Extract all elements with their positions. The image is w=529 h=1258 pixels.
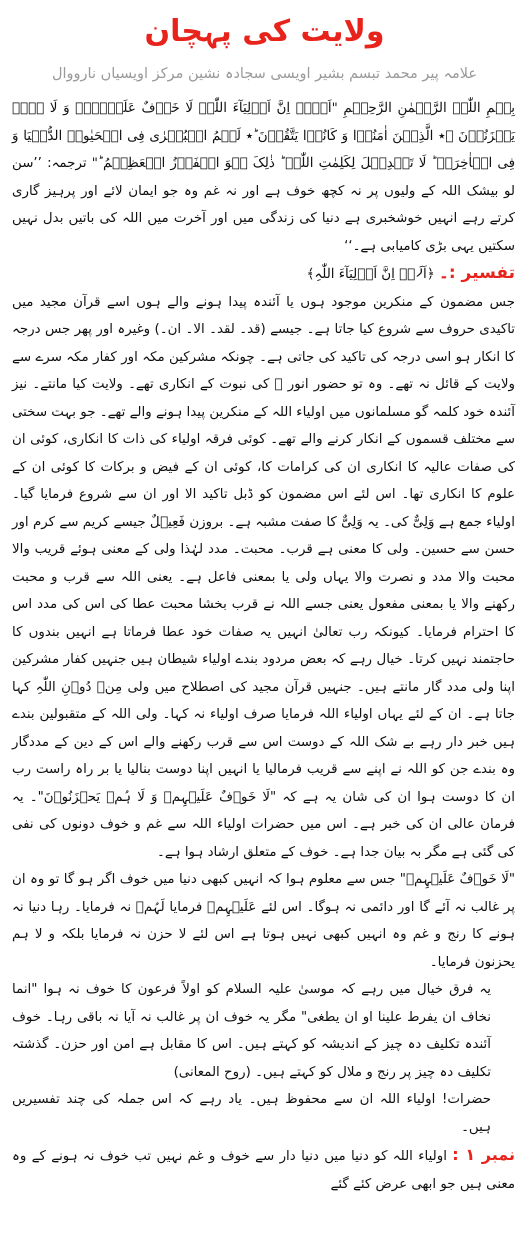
tafseer-quote: ﴿اَلَاۤ اِنَّ اَوۡلِیَآءَ اللّٰہِ﴾: [306, 267, 435, 282]
article-title: ولایت کی پہچان: [144, 14, 385, 49]
paragraph-explanation: جس مضمون کے منکرین موجود ہوں یا آئندہ پیدا ہونے والے ہوں اسے قرآن مجید میں تاکیدی حروف سے شروع کیا جاتا ہے۔ جیسے (قد۔ لقد۔ الا۔ ان۔) وغیرہ اور پھر جس درجہ کا انکار ہو اسی درجہ کی تاکید کی جاتی ہے۔ چونکہ مشرکین مکہ اور کفار مکہ سرے سے ولایت کے قائل نہ تھے۔ وہ تو حضور انور ﷺ کی نبوت کے انکاری تھے۔ ولایت کیا مانتے۔ نیز آئندہ خود کلمہ گو مسلمانوں میں اولیاء اللہ کے منکرین پیدا ہونے والے تھے۔ جو بہت سختی سے مختلف قسموں کے انکار کرنے والے تھے۔ کوئی فرقہ اولیاء کی ذات کا انکاری، کوئی ان کی صفات عالیہ کا انکاری ان کی کرامات کا، کوئی ان کے فیض و برکات کا کوئی ان کے علوم کا انکاری تھا۔ اس لئے اس مضمون کو ڈبل تاکید الا اور ان سے شروع فرمایا گیا۔ اولیاء جمع ہے وَلِیٌّ کی۔ یہ وَلِیٌّ کا صفت مشبہ ہے۔ بروزن فَعِیۡلٌ جیسے کریم سے کرم اور حسن سے حسین۔ ولی کا معنی ہے قرب۔ محبت۔ مدد لہٰذا ولی کے معنی ہوئے قریب والا محبت والا مدد و نصرت والا یہاں ولی یا بمعنی فاعل ہے۔ یعنی اللہ سے قرب و محبت رکھنے والا یا بمعنی مفعول یعنی جسے اللہ نے قرب بخشا محبت عطا کی اس کی مدد اس کا احترام فرمایا۔ کیونکہ رب تعالیٰ انہیں یہ صفات خود عطا فرماتا ہے انہیں بندوں کا حاجتمند نہیں کرتا۔ خیال رہے کہ بعض مردود بندے اولیاء شیطان ہیں جنہیں کفار مشرکین اپنا ولی مدد گار مانتے ہیں۔ جنہیں قرآن مجید کی اصطلاح میں ولی مِنۡ دُوۡنِ اللّٰہِ کہا جاتا ہے۔ ان کے لئے یہاں اولیاء اللہ فرمایا صرف اولیاء نہ کہا۔ ولی اللہ کے متقبولین بندے ہیں خبر دار رہے بے شک اللہ کے دوست اس سے قرب رکھنے والے اس کے دین کے مددگار وہ بندے جن کو اللہ نے اپنے سے قریب فرمالیا یا انہیں اپنا دوست بنالیا یا بر راہ راست رب ان کا دوست ہوا ان کی شان یہ ہے کہ "لَا خَوۡفٌ عَلَیۡہِمۡ وَ لَا ہُمۡ یَحۡزَنُوۡنَ"۔ یہ فرمان عالی ان کی خبر ہے۔ اس میں حضرات اولیاء اللہ سے غم و خوف دونوں کی نفی کی گئی ہے مگر بہ بیان جدا ہے۔ خوف کے متعلق ارشاد ہوا ہے۔: [11, 294, 515, 860]
author-line: علامہ پیر محمد تبسم بشیر اویسی سجادہ نشین مرکز اویسیاں نارووال: [51, 66, 478, 82]
paragraph-no-fear: "لَا خَوۡفٌ عَلَیۡہِمۡ" جس سے معلوم ہوا کہ انہیں کبھی دنیا میں خوف اگر ہو گا تو وہ ان پر غالب نہ آئے گا اور دائمی نہ ہوگا۔ اس لئے عَلَیۡہِمۡ فرمایا لَہُمۡ نہ فرمایا۔ رہا دنیا نہ ہونے کا رنج و غم وہ انہیں کبھی نہیں ہوتا ہے اس لئے لا حزن نہ فرمایا بلکہ و لا ہم یحزنون فرمایا۔: [12, 872, 515, 970]
numbered-label: نمبر ۱ :: [452, 1145, 515, 1164]
verse-translation: ترجمہ: ’’سن لو بیشک اللہ کے ولیوں پر نہ کچھ خوف ہے اور نہ غم وہ جو ایمان لائے اور پرہیز گاری کرتے رہے انہیں خوشخبری ہے دنیا کی زندگی میں اور آخرت میں اللہ کی باتیں بدل نہیں سکتیں یہی بڑی کامیابی ہے۔‘‘: [12, 156, 515, 254]
numbered-point: [12, 1141, 515, 1198]
tafseer-label: تفسیر :۔: [438, 263, 515, 283]
quran-verse: بِسۡمِ اللّٰہِ الرَّحۡمٰنِ الرَّحِیۡمِ "اَلَاۤ اِنَّ اَوۡلِیَآءَ اللّٰہِ لَا خَوۡفٌ عَلَیۡہِمۡ وَ لَا ہُمۡ یَحۡزَنُوۡنَ ۚ٭ الَّذِیۡنَ اٰمَنُوۡا وَ کَانُوۡا یَتَّقُوۡنَ ؕ٭ لَہُمُ الۡبُشۡرٰی فِی الۡحَیٰوۃِ الدُّنۡیَا وَ فِی الۡاٰخِرَۃِ ؕ لَا تَبۡدِیۡلَ لِکَلِمٰتِ اللّٰہِ ؕ ذٰلِکَ ہُوَ الۡفَوۡزُ الۡعَظِیۡمُ ؕ": [12, 101, 515, 171]
article-body: [12, 95, 515, 1198]
tafseer-heading: [12, 260, 515, 289]
opening-paragraph: [12, 95, 515, 260]
paragraph-interpretations: حضرات! اولیاء اللہ ان سے محفوظ ہیں۔ یاد رہے کہ اس جملہ کی چند تفسیریں ہیں۔: [12, 1092, 491, 1135]
paragraph-musa: یہ فرق خیال میں رہے کہ موسیٰ علیہ السلام کو اولاً فرعون کا خوف نہ ہوا "انما نخاف ان یفرط علینا او ان یطغی" مگر یہ خوف ان پر غالب نہ آیا نہ باقی رہا۔ خوف آئندہ تکلیف دہ چیز کے اندیشہ کو کہتے ہیں۔ اس کا مقابل ہے امن اور حزن۔ گذشتہ تکلیف دہ چیز پر رنج و ملال کو کہتے ہیں۔ (روح المعانی): [12, 982, 491, 1080]
numbered-text: اولیاء اللہ کو دنیا میں دنیا دار سے خوف و غم نہیں تب خوف نہ ہونے کے وہ معنی ہیں جو ابھی عرض کئے گئے: [12, 1149, 515, 1192]
